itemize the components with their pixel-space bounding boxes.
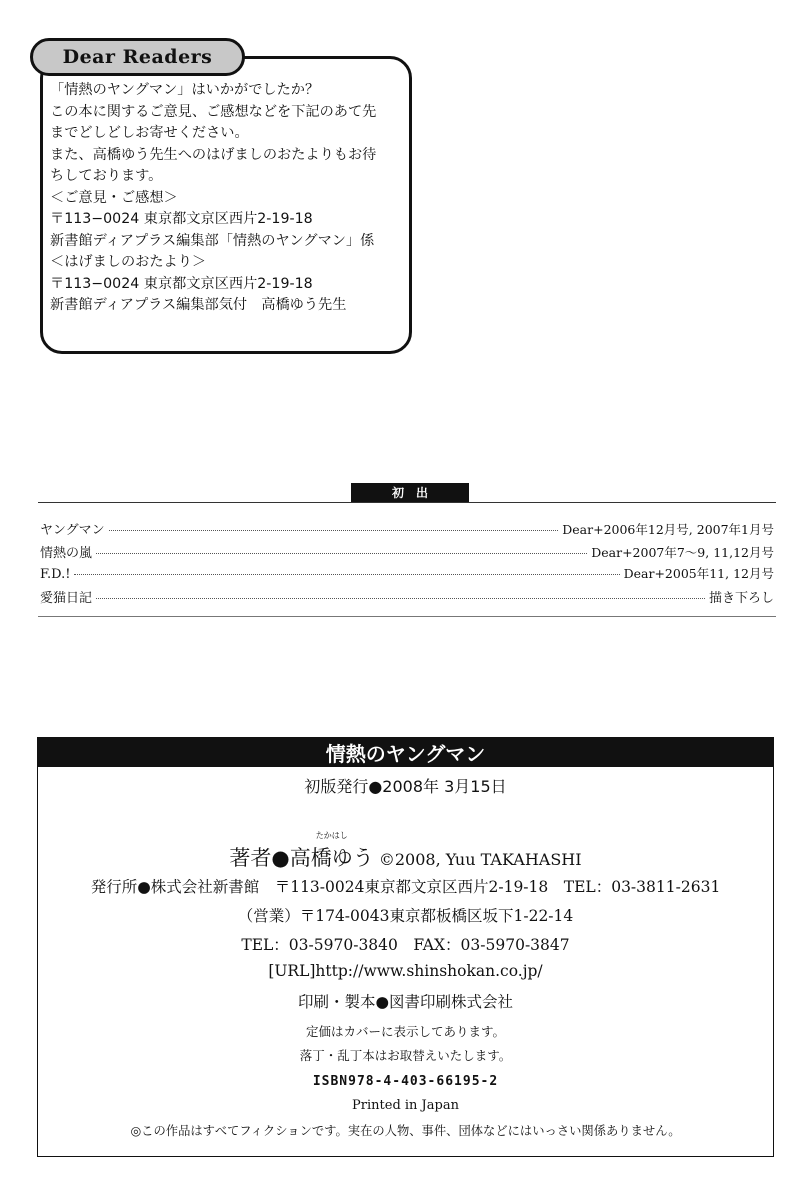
work-title: 情熱の嵐	[40, 545, 93, 561]
author-ruby: たかはし	[315, 831, 348, 840]
dear-readers-line: 〒113−0024 東京都文京区西片2-19-18	[50, 275, 313, 292]
first-edition-date: 初版発行●2008年 3月15日	[304, 777, 507, 796]
dear-readers-line: また、高橋ゆう先生へのはげましのおたよりもお待	[50, 146, 377, 163]
leader-dots	[96, 598, 705, 599]
author-name-wrap	[289, 831, 374, 872]
dear-readers-text	[50, 80, 410, 317]
first-publication-row	[40, 519, 774, 542]
publisher-url: [URL]http://www.shinshokan.co.jp/	[268, 962, 543, 980]
first-publication-list	[40, 519, 774, 609]
sales-address: （営業）〒174-0043東京都板橋区坂下1-22-14	[237, 907, 574, 925]
printed-in: Printed in Japan	[352, 1098, 459, 1113]
dear-readers-tab	[30, 38, 245, 76]
first-publication-row	[40, 542, 774, 565]
work-source: 描き下ろし	[708, 590, 774, 606]
first-publication-divider-bottom	[38, 616, 776, 617]
dear-readers-line: 「情熱のヤングマン」はいかがでしたか？	[50, 82, 320, 98]
replacement-note: 落丁・乱丁本はお取替えいたします。	[299, 1048, 512, 1063]
work-title: F.D.!	[40, 567, 71, 582]
fiction-disclaimer: ◎この作品はすべてフィクションです。実在の人物、事件、団体などにはいっさい関係ありません。	[130, 1124, 681, 1138]
first-publication-row	[40, 587, 774, 610]
first-publication-divider	[38, 502, 776, 503]
author-line	[37, 831, 774, 872]
dear-readers-line: 新書館ディアプラス編集部気付 高橋ゆう先生	[50, 297, 347, 313]
dear-readers-line: ＜はげましのおたより＞	[50, 254, 207, 270]
colophon-book-title: 情熱のヤングマン	[37, 737, 774, 767]
author-label: 著者●	[229, 846, 290, 870]
work-source: Dear+2007年7〜9, 11,12月号	[591, 544, 774, 560]
work-title: ヤングマン	[40, 523, 105, 538]
leader-dots	[96, 553, 587, 554]
work-source: Dear+2005年11, 12月号	[623, 566, 774, 581]
author-name: 高橋ゆう	[289, 846, 374, 870]
publisher-line: 発行所●株式会社新書館 〒113-0024東京都文京区西片2-19-18 TEL：03-3811-2631	[90, 878, 721, 896]
leader-dots	[109, 530, 559, 531]
work-title: 愛猫日記	[40, 590, 93, 606]
sales-contact: TEL：03-5970-3840 FAX：03-5970-3847	[241, 936, 570, 954]
price-note: 定価はカバーに表示してあります。	[305, 1024, 505, 1039]
dear-readers-line: ちしております。	[50, 168, 163, 184]
first-publication-row	[40, 564, 774, 587]
copyright: ©2008, Yuu TAKAHASHI	[378, 850, 582, 869]
printing-line: 印刷・製本●図書印刷株式会社	[297, 993, 514, 1011]
work-source: Dear+2006年12月号, 2007年1月号	[562, 522, 774, 537]
dear-readers-line: までどしどしお寄せください。	[50, 125, 249, 141]
first-publication-title: 初出	[351, 483, 469, 502]
isbn: ISBN978-4-403-66195-2	[312, 1074, 499, 1089]
dear-readers-line: この本に関するご意見、ご感想などを下記のあて先	[50, 103, 377, 120]
dear-readers-line: 新書館ディアプラス編集部「情熱のヤングマン」係	[50, 232, 375, 249]
leader-dots	[74, 574, 619, 575]
dear-readers-line: 〒113−0024 東京都文京区西片2-19-18	[50, 211, 313, 227]
dear-readers-line: ＜ご意見・ご感想＞	[50, 189, 178, 206]
dear-readers-title: Dear Readers	[62, 46, 213, 68]
